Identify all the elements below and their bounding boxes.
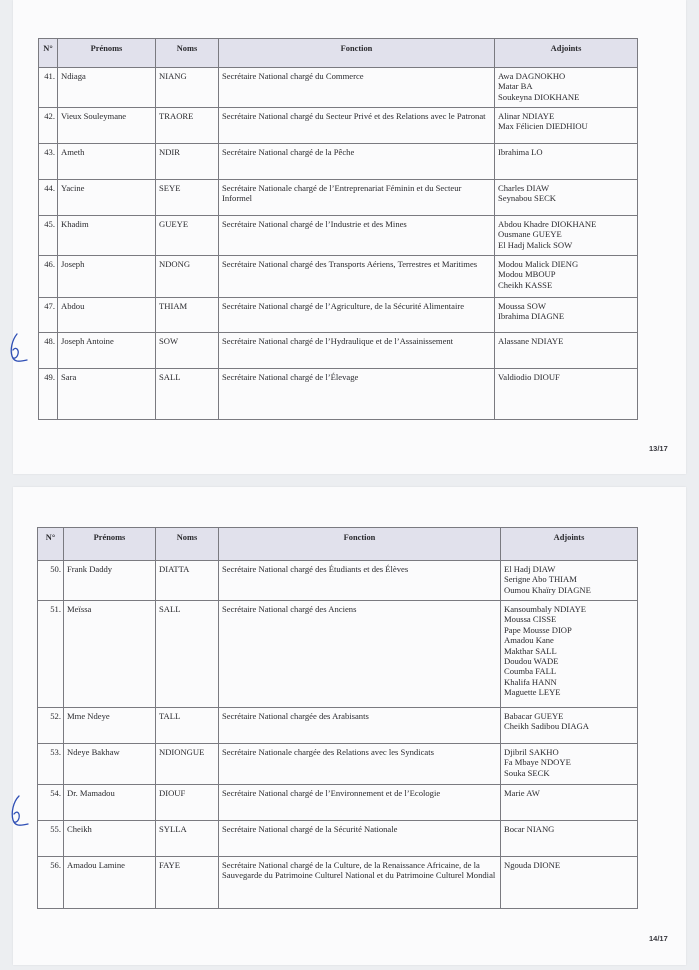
document-page-14 <box>13 487 686 965</box>
row-fonction: Secrétaire National chargé de la Pêche <box>219 144 495 180</box>
adjoint-name: Awa DAGNOKHO <box>498 71 566 81</box>
row-number: 55. <box>38 821 64 857</box>
row-fonction: Secrétaire Nationale chargée des Relations avec les Syndicats <box>219 744 501 785</box>
adjoint-name: Valdiodio DIOUF <box>498 372 560 382</box>
table-row <box>38 785 638 821</box>
row-nom: GUEYE <box>156 216 219 256</box>
table-row <box>39 216 638 256</box>
row-number: 44. <box>39 180 58 216</box>
row-adjoints <box>501 744 638 785</box>
row-prenom: Khadim <box>58 216 156 256</box>
row-number: 41. <box>39 68 58 108</box>
row-fonction: Secrétaire National chargé des Étudiants et des Élèves <box>219 561 501 601</box>
column-header-noms: Noms <box>156 39 219 68</box>
adjoint-name: Kansoumbaly NDIAYE <box>504 604 587 614</box>
adjoint-name: Ngouda DIONE <box>504 860 561 870</box>
adjoint-name: Alassane NDIAYE <box>498 336 564 346</box>
adjoint-name: Oumou Khaïry DIAGNE <box>504 584 591 595</box>
adjoint-name: Cheikh Sadibou DIAGA <box>504 721 589 732</box>
row-prenom: Dr. Mamadou <box>64 785 156 821</box>
adjoint-name: Doudou WADE <box>504 656 559 667</box>
row-adjoints <box>495 216 638 256</box>
adjoint-name: Moussa SOW <box>498 301 546 311</box>
row-prenom: Meïssa <box>64 601 156 708</box>
table-row <box>39 298 638 333</box>
adjoint-name: Seynabou SECK <box>498 193 557 204</box>
adjoint-name: Ibrahima DIAGNE <box>498 311 565 322</box>
row-fonction: Secrétaire National chargé de la Culture, de la Renaissance Africaine, de la Sauvegarde du Patrimoine Culturel National et du Patrimoine Culturel Mondial <box>219 857 501 909</box>
column-header-number: N° <box>39 39 58 68</box>
table-row <box>38 744 638 785</box>
table-row <box>39 333 638 369</box>
adjoint-name: Ousmane GUEYE <box>498 229 562 240</box>
row-fonction: Secrétaire National chargée des Arabisants <box>219 708 501 744</box>
row-nom: NDONG <box>156 256 219 298</box>
adjoint-name: Makthar SALL <box>504 645 557 656</box>
row-fonction: Secrétaire National chargé des Transports Aériens, Terrestres et Maritimes <box>219 256 495 298</box>
table-header-row <box>38 528 638 561</box>
row-number: 50. <box>38 561 64 601</box>
table-row <box>39 369 638 420</box>
adjoint-name: Bocar NIANG <box>504 824 555 834</box>
row-adjoints <box>501 601 638 708</box>
adjoint-name: Babacar GUEYE <box>504 711 564 721</box>
row-adjoints <box>495 256 638 298</box>
row-adjoints <box>495 298 638 333</box>
row-nom: TALL <box>156 708 219 744</box>
row-prenom: Abdou <box>58 298 156 333</box>
table-row <box>39 68 638 108</box>
adjoint-name: Cheikh KASSE <box>498 279 553 290</box>
page-number: 14/17 <box>649 934 668 943</box>
row-nom: SYLLA <box>156 821 219 857</box>
table-row <box>38 708 638 744</box>
adjoint-name: Modou Malick DIENG <box>498 259 579 269</box>
row-number: 42. <box>39 108 58 144</box>
row-fonction: Secrétaire National chargé de l’Agriculture, de la Sécurité Alimentaire <box>219 298 495 333</box>
adjoint-name: Amadou Kane <box>504 635 554 646</box>
row-adjoints <box>495 68 638 108</box>
row-number: 48. <box>39 333 58 369</box>
adjoint-name: Abdou Khadre DIOKHANE <box>498 219 597 229</box>
table-body <box>39 68 638 420</box>
signature-icon <box>0 330 30 370</box>
column-header-prenoms: Prénoms <box>58 39 156 68</box>
row-adjoints <box>501 821 638 857</box>
row-prenom: Joseph <box>58 256 156 298</box>
row-adjoints <box>501 857 638 909</box>
row-adjoints <box>495 369 638 420</box>
row-number: 52. <box>38 708 64 744</box>
adjoint-name: Soukeyna DIOKHANE <box>498 91 580 102</box>
adjoint-name: Max Félicien DIEDHIOU <box>498 121 588 132</box>
adjoint-name: Coumba FALL <box>504 666 557 677</box>
row-number: 45. <box>39 216 58 256</box>
row-nom: TRAORE <box>156 108 219 144</box>
row-fonction: Secrétaire National chargé du Secteur Privé et des Relations avec le Patronat <box>219 108 495 144</box>
row-number: 49. <box>39 369 58 420</box>
row-nom: DIATTA <box>156 561 219 601</box>
table-body <box>38 561 638 909</box>
adjoint-name: Djibril SAKHO <box>504 747 559 757</box>
row-adjoints <box>501 561 638 601</box>
adjoint-name: Souka SECK <box>504 767 550 778</box>
row-prenom: Amadou Lamine <box>64 857 156 909</box>
row-adjoints <box>495 108 638 144</box>
row-number: 47. <box>39 298 58 333</box>
row-fonction: Secrétaire National chargé du Commerce <box>219 68 495 108</box>
row-fonction: Secrétaire National chargé de la Sécurité Nationale <box>219 821 501 857</box>
row-nom: THIAM <box>156 298 219 333</box>
row-nom: SOW <box>156 333 219 369</box>
adjoint-name: Fa Mbaye NDOYE <box>504 757 571 768</box>
row-adjoints <box>495 180 638 216</box>
row-adjoints <box>501 708 638 744</box>
table-row <box>39 180 638 216</box>
row-prenom: Yacine <box>58 180 156 216</box>
row-nom: NDIONGUE <box>156 744 219 785</box>
column-header-noms: Noms <box>156 528 219 561</box>
row-adjoints <box>495 333 638 369</box>
row-fonction: Secrétaire National chargé de l’Hydraulique et de l’Assainissement <box>219 333 495 369</box>
adjoint-name: Marie AW <box>504 788 540 798</box>
adjoint-name: Matar BA <box>498 81 533 92</box>
row-fonction: Secrétaire National chargé des Anciens <box>219 601 501 708</box>
adjoint-name: El Hadj Malick SOW <box>498 239 573 250</box>
row-prenom: Frank Daddy <box>64 561 156 601</box>
adjoint-name: Pape Mousse DIOP <box>504 624 572 635</box>
column-header-number: N° <box>38 528 64 561</box>
row-prenom: Ameth <box>58 144 156 180</box>
column-header-adjoints: Adjoints <box>501 528 638 561</box>
row-adjoints <box>495 144 638 180</box>
row-prenom: Sara <box>58 369 156 420</box>
table-header-row <box>39 39 638 68</box>
row-number: 56. <box>38 857 64 909</box>
row-number: 43. <box>39 144 58 180</box>
adjoint-name: Khalifa HANN <box>504 676 557 687</box>
adjoint-name: Charles DIAW <box>498 183 550 193</box>
row-fonction: Secrétaire National chargé de l’Industrie et des Mines <box>219 216 495 256</box>
row-fonction: Secrétaire Nationale chargé de l’Entreprenariat Féminin et du Secteur Informel <box>219 180 495 216</box>
row-nom: NIANG <box>156 68 219 108</box>
row-nom: FAYE <box>156 857 219 909</box>
table-row <box>39 144 638 180</box>
roster-table-page-14 <box>37 527 638 909</box>
column-header-prenoms: Prénoms <box>64 528 156 561</box>
table-row <box>39 108 638 144</box>
row-adjoints <box>501 785 638 821</box>
row-prenom: Mme Ndeye <box>64 708 156 744</box>
row-prenom: Ndeye Bakhaw <box>64 744 156 785</box>
document-page-13 <box>13 0 686 474</box>
adjoint-name: Ibrahima LO <box>498 147 543 157</box>
row-nom: NDIR <box>156 144 219 180</box>
column-header-fonction: Fonction <box>219 39 495 68</box>
row-nom: SALL <box>156 369 219 420</box>
adjoint-name: Serigne Abo THIAM <box>504 574 577 585</box>
column-header-adjoints: Adjoints <box>495 39 638 68</box>
adjoint-name: Modou MBOUP <box>498 269 556 280</box>
adjoint-name: Alinar NDIAYE <box>498 111 555 121</box>
row-number: 51. <box>38 601 64 708</box>
roster-table-page-13 <box>38 38 638 420</box>
row-prenom: Ndiaga <box>58 68 156 108</box>
table-row <box>39 256 638 298</box>
row-prenom: Joseph Antoine <box>58 333 156 369</box>
row-number: 54. <box>38 785 64 821</box>
table-row <box>38 561 638 601</box>
table-row <box>38 821 638 857</box>
row-prenom: Vieux Souleymane <box>58 108 156 144</box>
adjoint-name: Maguette LEYE <box>504 687 561 698</box>
adjoint-name: El Hadj DIAW <box>504 564 556 574</box>
page-number: 13/17 <box>649 444 668 453</box>
row-nom: SALL <box>156 601 219 708</box>
column-header-fonction: Fonction <box>219 528 501 561</box>
row-fonction: Secrétaire National chargé de l’Environnement et de l’Ecologie <box>219 785 501 821</box>
adjoint-name: Moussa CISSE <box>504 614 557 625</box>
row-number: 53. <box>38 744 64 785</box>
row-prenom: Cheikh <box>64 821 156 857</box>
table-row <box>38 857 638 909</box>
row-number: 46. <box>39 256 58 298</box>
row-nom: DIOUF <box>156 785 219 821</box>
table-row <box>38 601 638 708</box>
signature-icon <box>0 793 30 833</box>
row-nom: SEYE <box>156 180 219 216</box>
row-fonction: Secrétaire National chargé de l’Élevage <box>219 369 495 420</box>
